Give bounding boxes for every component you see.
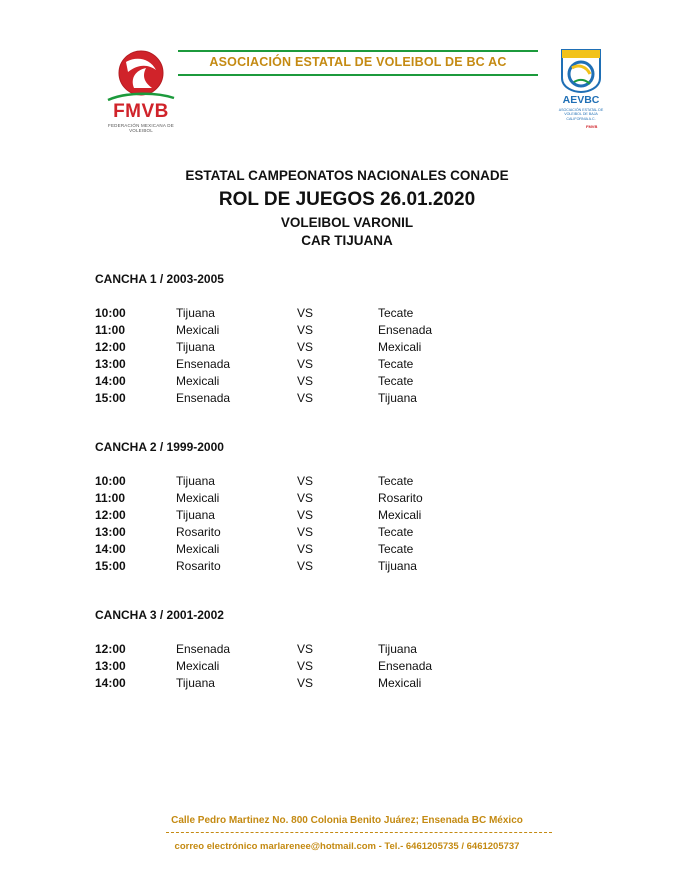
away-team: Tijuana bbox=[378, 391, 417, 405]
table-row bbox=[0, 357, 694, 374]
category-title: VOLEIBOL VARONIL bbox=[280, 215, 414, 230]
match-time: 14:00 bbox=[95, 676, 126, 690]
versus-label: VS bbox=[297, 542, 314, 556]
table-row bbox=[0, 559, 694, 576]
home-team: Tijuana bbox=[176, 474, 215, 488]
table-row bbox=[0, 323, 694, 340]
match-time: 13:00 bbox=[95, 659, 126, 673]
versus-label: VS bbox=[297, 676, 314, 690]
versus-label: VS bbox=[297, 340, 314, 354]
home-team: Ensenada bbox=[176, 642, 231, 656]
match-time: 15:00 bbox=[95, 559, 126, 573]
versus-label: VS bbox=[297, 491, 314, 505]
table-row bbox=[0, 508, 694, 525]
away-team: Tecate bbox=[378, 542, 414, 556]
away-team: Mexicali bbox=[378, 340, 422, 354]
home-team: Ensenada bbox=[176, 357, 231, 371]
home-team: Mexicali bbox=[176, 659, 220, 673]
table-row bbox=[0, 542, 694, 559]
versus-label: VS bbox=[297, 323, 314, 337]
aevbc-logo bbox=[556, 48, 606, 130]
venue-title: CAR TIJUANA bbox=[301, 233, 393, 248]
match-time: 11:00 bbox=[95, 323, 126, 337]
versus-label: VS bbox=[297, 474, 314, 488]
table-row bbox=[0, 340, 694, 357]
court-2-heading: CANCHA 2 / 1999-2000 bbox=[95, 440, 224, 454]
aevbc-mini-mark: FMVB bbox=[586, 124, 598, 129]
away-team: Mexicali bbox=[378, 508, 422, 522]
table-row bbox=[0, 659, 694, 676]
aevbc-logo-subtext: ASOCIACIÓN ESTATAL DE VOLEIBOL DE BAJA CALIFORNIA A.C. bbox=[558, 108, 604, 121]
home-team: Tijuana bbox=[176, 306, 215, 320]
footer-address: Calle Pedro Martinez No. 800 Colonia Benito Juárez; Ensenada BC México bbox=[171, 815, 523, 826]
table-row bbox=[0, 491, 694, 508]
banner-top-rule bbox=[178, 50, 538, 52]
table-row bbox=[0, 306, 694, 323]
versus-label: VS bbox=[297, 306, 314, 320]
home-team: Ensenada bbox=[176, 391, 231, 405]
versus-label: VS bbox=[297, 374, 314, 388]
table-row bbox=[0, 676, 694, 693]
table-row bbox=[0, 642, 694, 659]
home-team: Mexicali bbox=[176, 491, 220, 505]
volleyball-logo-icon bbox=[116, 48, 166, 98]
versus-label: VS bbox=[297, 642, 314, 656]
home-team: Tijuana bbox=[176, 508, 215, 522]
away-team: Tecate bbox=[378, 306, 414, 320]
match-time: 12:00 bbox=[95, 508, 126, 522]
footer-divider bbox=[166, 832, 552, 833]
fmvb-logo-text: FMVB bbox=[113, 101, 169, 122]
versus-label: VS bbox=[297, 508, 314, 522]
match-time: 14:00 bbox=[95, 374, 126, 388]
match-time: 14:00 bbox=[95, 542, 126, 556]
match-time: 12:00 bbox=[95, 642, 126, 656]
table-row bbox=[0, 391, 694, 408]
fmvb-logo bbox=[100, 48, 182, 134]
away-team: Mexicali bbox=[378, 676, 422, 690]
away-team: Tecate bbox=[378, 357, 414, 371]
versus-label: VS bbox=[297, 659, 314, 673]
match-time: 11:00 bbox=[95, 491, 126, 505]
court-1-heading: CANCHA 1 / 2003-2005 bbox=[95, 272, 224, 286]
versus-label: VS bbox=[297, 391, 314, 405]
versus-label: VS bbox=[297, 559, 314, 573]
match-time: 12:00 bbox=[95, 340, 126, 354]
away-team: Tijuana bbox=[378, 559, 417, 573]
home-team: Mexicali bbox=[176, 542, 220, 556]
fmvb-logo-subtext: FEDERACIÓN MEXICANA DE VOLEIBOL bbox=[108, 123, 174, 133]
match-time: 10:00 bbox=[95, 474, 126, 488]
away-team: Tecate bbox=[378, 474, 414, 488]
table-row bbox=[0, 374, 694, 391]
away-team: Tecate bbox=[378, 374, 414, 388]
home-team: Mexicali bbox=[176, 374, 220, 388]
match-time: 10:00 bbox=[95, 306, 126, 320]
match-time: 13:00 bbox=[95, 525, 126, 539]
association-title: ASOCIACIÓN ESTATAL DE VOLEIBOL DE BC AC bbox=[209, 55, 507, 69]
home-team: Tijuana bbox=[176, 340, 215, 354]
aevbc-emblem-icon bbox=[558, 48, 604, 94]
home-team: Rosarito bbox=[176, 559, 221, 573]
match-time: 15:00 bbox=[95, 391, 126, 405]
table-row bbox=[0, 525, 694, 542]
away-team: Tecate bbox=[378, 525, 414, 539]
court-3-heading: CANCHA 3 / 2001-2002 bbox=[95, 608, 224, 622]
home-team: Tijuana bbox=[176, 676, 215, 690]
away-team: Rosarito bbox=[378, 491, 423, 505]
away-team: Ensenada bbox=[378, 659, 433, 673]
versus-label: VS bbox=[297, 525, 314, 539]
away-team: Ensenada bbox=[378, 323, 433, 337]
event-title: ESTATAL CAMPEONATOS NACIONALES CONADE bbox=[185, 168, 509, 183]
association-banner bbox=[178, 50, 538, 76]
banner-bottom-rule bbox=[178, 74, 538, 76]
table-row bbox=[0, 474, 694, 491]
schedule-title: ROL DE JUEGOS 26.01.2020 bbox=[218, 189, 476, 210]
home-team: Rosarito bbox=[176, 525, 221, 539]
match-time: 13:00 bbox=[95, 357, 126, 371]
footer-contact: correo electrónico marlarenee@hotmail.com - Tel.- 6461205735 / 6461205737 bbox=[174, 841, 520, 852]
home-team: Mexicali bbox=[176, 323, 220, 337]
away-team: Tijuana bbox=[378, 642, 417, 656]
versus-label: VS bbox=[297, 357, 314, 371]
aevbc-logo-text: AEVBC bbox=[562, 94, 600, 106]
